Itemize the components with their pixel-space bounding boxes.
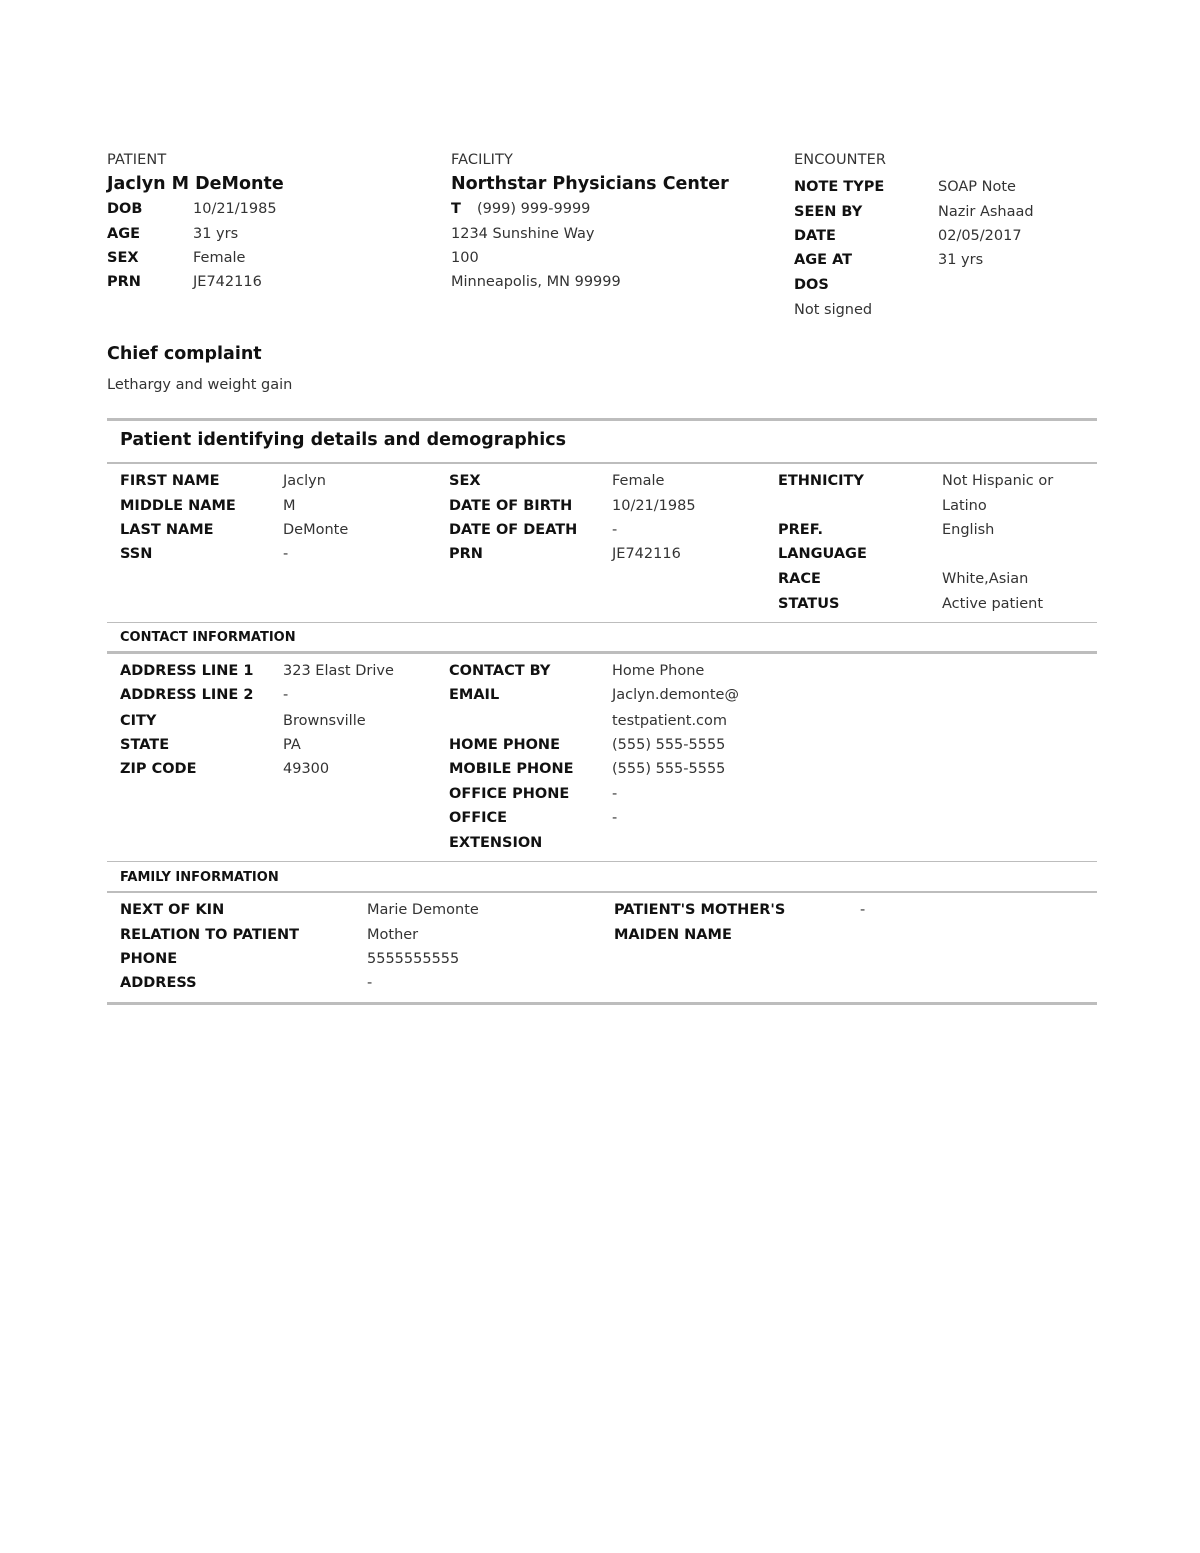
home-phone-label: HOME PHONE bbox=[449, 737, 560, 753]
middle-name-value: M bbox=[283, 498, 296, 514]
ethnicity-value-line2: Latino bbox=[942, 498, 987, 514]
status-value: Active patient bbox=[942, 596, 1044, 612]
contact-section-title: CONTACT INFORMATION bbox=[120, 630, 296, 645]
ssn-label: SSN bbox=[120, 546, 153, 562]
patient-dob-label: DOB bbox=[107, 201, 143, 217]
city-value: Brownsville bbox=[283, 713, 366, 729]
address-line1-value: 323 Elast Drive bbox=[283, 663, 394, 679]
demographics-top-rule bbox=[107, 418, 1097, 421]
facility-phone-label: T bbox=[451, 201, 461, 217]
patient-name: Jaclyn M DeMonte bbox=[107, 174, 284, 194]
family-section-title: FAMILY INFORMATION bbox=[120, 870, 279, 885]
chief-complaint-text: Lethargy and weight gain bbox=[107, 377, 293, 393]
demo-prn-value: JE742116 bbox=[612, 546, 681, 562]
encounter-seen-by-value: Nazir Ashaad bbox=[938, 204, 1034, 220]
encounter-date-label: DATE bbox=[794, 228, 836, 244]
address-line2-label: ADDRESS LINE 2 bbox=[120, 687, 254, 703]
family-bottom-rule bbox=[107, 1002, 1097, 1005]
encounter-dos-label: DOS bbox=[794, 277, 829, 293]
relation-to-patient-label: RELATION TO PATIENT bbox=[120, 927, 300, 943]
ethnicity-value-line1: Not Hispanic or bbox=[942, 473, 1054, 489]
contact-by-label: CONTACT BY bbox=[449, 663, 551, 679]
pref-language-value: English bbox=[942, 522, 995, 538]
patient-age-value: 31 yrs bbox=[193, 226, 239, 242]
demographics-title: Patient identifying details and demographics bbox=[120, 430, 566, 450]
family-address-value: - bbox=[367, 975, 373, 991]
demo-prn-label: PRN bbox=[449, 546, 483, 562]
facility-name: Northstar Physicians Center bbox=[451, 174, 729, 194]
facility-phone: (999) 999-9999 bbox=[477, 201, 591, 217]
email-value-line2: testpatient.com bbox=[612, 713, 728, 729]
family-top-rule bbox=[107, 861, 1097, 862]
encounter-date-value: 02/05/2017 bbox=[938, 228, 1022, 244]
demo-dod-label: DATE OF DEATH bbox=[449, 522, 578, 538]
mothers-maiden-name-label-line2: MAIDEN NAME bbox=[614, 927, 732, 943]
ethnicity-label: ETHNICITY bbox=[778, 473, 864, 489]
chief-complaint-title: Chief complaint bbox=[107, 344, 262, 364]
demo-sex-value: Female bbox=[612, 473, 665, 489]
facility-address-line1: 1234 Sunshine Way bbox=[451, 226, 595, 242]
patient-age-label: AGE bbox=[107, 226, 141, 242]
encounter-note-type-value: SOAP Note bbox=[938, 179, 1016, 195]
mothers-maiden-name-label-line1: PATIENT'S MOTHER'S bbox=[614, 902, 786, 918]
last-name-label: LAST NAME bbox=[120, 522, 214, 538]
next-of-kin-value: Marie Demonte bbox=[367, 902, 479, 918]
encounter-note-type-label: NOTE TYPE bbox=[794, 179, 885, 195]
family-phone-value: 5555555555 bbox=[367, 951, 460, 967]
ssn-value: - bbox=[283, 546, 289, 562]
contact-top-rule bbox=[107, 622, 1097, 623]
mothers-maiden-name-value: - bbox=[860, 902, 866, 918]
email-label: EMAIL bbox=[449, 687, 500, 703]
office-phone-value: - bbox=[612, 786, 618, 802]
mobile-phone-label: MOBILE PHONE bbox=[449, 761, 574, 777]
family-address-label: ADDRESS bbox=[120, 975, 197, 991]
office-extension-label-line1: OFFICE bbox=[449, 810, 508, 826]
office-extension-label-line2: EXTENSION bbox=[449, 835, 543, 851]
middle-name-label: MIDDLE NAME bbox=[120, 498, 236, 514]
race-label: RACE bbox=[778, 571, 821, 587]
facility-address-line2: 100 bbox=[451, 250, 479, 266]
facility-caption: FACILITY bbox=[451, 152, 513, 168]
zip-code-label: ZIP CODE bbox=[120, 761, 197, 777]
state-value: PA bbox=[283, 737, 301, 753]
family-phone-label: PHONE bbox=[120, 951, 178, 967]
city-label: CITY bbox=[120, 713, 157, 729]
facility-city-state-zip: Minneapolis, MN 99999 bbox=[451, 274, 621, 290]
last-name-value: DeMonte bbox=[283, 522, 349, 538]
contact-by-value: Home Phone bbox=[612, 663, 705, 679]
pref-language-label-line1: PREF. bbox=[778, 522, 823, 538]
encounter-age-at-label: AGE AT bbox=[794, 252, 853, 268]
patient-dob-value: 10/21/1985 bbox=[193, 201, 277, 217]
patient-prn-label: PRN bbox=[107, 274, 141, 290]
encounter-caption: ENCOUNTER bbox=[794, 152, 886, 168]
office-extension-value: - bbox=[612, 810, 618, 826]
email-value-line1: Jaclyn.demonte@ bbox=[612, 687, 739, 703]
patient-sex-value: Female bbox=[193, 250, 246, 266]
demo-dod-value: - bbox=[612, 522, 618, 538]
encounter-signed-status: Not signed bbox=[794, 302, 873, 318]
patient-prn-value: JE742116 bbox=[193, 274, 262, 290]
demo-sex-label: SEX bbox=[449, 473, 481, 489]
state-label: STATE bbox=[120, 737, 170, 753]
encounter-age-at-value: 31 yrs bbox=[938, 252, 984, 268]
next-of-kin-label: NEXT OF KIN bbox=[120, 902, 225, 918]
address-line2-value: - bbox=[283, 687, 289, 703]
demographics-title-rule bbox=[107, 462, 1097, 464]
address-line1-label: ADDRESS LINE 1 bbox=[120, 663, 254, 679]
status-label: STATUS bbox=[778, 596, 840, 612]
patient-caption: PATIENT bbox=[107, 152, 167, 168]
patient-sex-label: SEX bbox=[107, 250, 139, 266]
home-phone-value: (555) 555-5555 bbox=[612, 737, 726, 753]
mobile-phone-value: (555) 555-5555 bbox=[612, 761, 726, 777]
relation-to-patient-value: Mother bbox=[367, 927, 419, 943]
first-name-label: FIRST NAME bbox=[120, 473, 220, 489]
family-title-rule bbox=[107, 891, 1097, 893]
pref-language-label-line2: LANGUAGE bbox=[778, 546, 867, 562]
encounter-seen-by-label: SEEN BY bbox=[794, 204, 863, 220]
demo-dob-value: 10/21/1985 bbox=[612, 498, 696, 514]
demo-dob-label: DATE OF BIRTH bbox=[449, 498, 573, 514]
first-name-value: Jaclyn bbox=[283, 473, 326, 489]
contact-title-rule bbox=[107, 651, 1097, 654]
race-value: White,Asian bbox=[942, 571, 1029, 587]
zip-code-value: 49300 bbox=[283, 761, 330, 777]
office-phone-label: OFFICE PHONE bbox=[449, 786, 570, 802]
